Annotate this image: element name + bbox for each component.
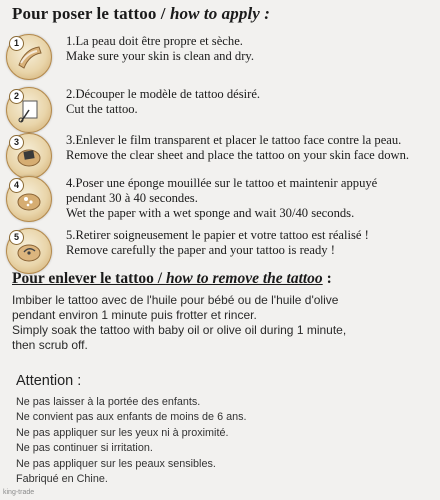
attention-item: Ne pas continuer si irritation. [16, 442, 153, 455]
remove-line: Simply soak the tattoo with baby oil or olive oil during 1 minute, [12, 323, 347, 337]
step-line-fr: 2.Découper le modèle de tattoo désiré. [66, 87, 261, 101]
remove-title [12, 270, 332, 288]
apply-title [12, 4, 270, 24]
wet-sponge-icon [6, 176, 52, 222]
apply-title-en: how to apply : [169, 4, 271, 23]
step-line-en: Wet the paper with a wet sponge and wait 30/40 seconds. [66, 206, 355, 220]
attention-item: Ne pas appliquer sur les peaux sensibles. [16, 457, 216, 470]
attention-item: Ne pas laisser à la portée des enfants. [16, 396, 201, 408]
attention-item: Fabriqué en Chine. [16, 473, 108, 486]
place-tattoo-icon [6, 133, 52, 179]
peel-paper-icon [6, 228, 52, 274]
step-number: 5 [9, 230, 24, 245]
remove-instructions [12, 293, 346, 353]
step-line-en: Cut the tattoo. [66, 102, 138, 116]
step-number: 1 [9, 36, 24, 51]
step-line-en: Remove carefully the paper and your tattoo is ready ! [66, 243, 335, 257]
step-4-text [66, 176, 377, 221]
remove-title-suffix: : [322, 270, 332, 287]
remove-line: Imbiber le tattoo avec de l'huile pour bébé ou de l'huile d'olive [12, 293, 339, 307]
remove-title-en: how to remove the tattoo [165, 270, 323, 287]
step-3-text [66, 133, 409, 163]
step-1-text [66, 34, 254, 64]
step-line-en: Remove the clear sheet and place the tattoo on your skin face down. [66, 148, 410, 162]
step-line-fr: 1.La peau doit être propre et sèche. [66, 34, 243, 48]
step-number: 3 [9, 135, 24, 150]
step-2-text [66, 87, 260, 117]
remove-line: pendant environ 1 minute puis frotter et rincer. [12, 308, 257, 322]
step-line-fr: pendant 30 à 40 secondes. [66, 191, 198, 205]
step-line-en: Make sure your skin is clean and dry. [66, 49, 255, 63]
attention-item: Ne pas appliquer sur les yeux ni à proximité. [16, 426, 229, 439]
remove-line: then scrub off. [12, 338, 88, 352]
step-number: 2 [9, 89, 24, 104]
step-line-fr: 5.Retirer soigneusement le papier et votre tattoo est réalisé ! [66, 228, 369, 242]
step-line-fr: 4.Poser une éponge mouillée sur le tattoo et maintenir appuyé [66, 176, 378, 190]
attention-item: Ne convient pas aux enfants de moins de 6 ans. [16, 411, 247, 424]
remove-title-fr: Pour enlever le tattoo / [12, 270, 166, 287]
step-number: 4 [9, 178, 24, 193]
attention-list [16, 395, 246, 487]
scissors-cut-icon [6, 87, 52, 133]
watermark: king-trade [3, 489, 35, 496]
step-line-fr: 3.Enlever le film transparent et placer le tattoo face contre la peau. [66, 133, 402, 147]
skin-clean-icon [6, 34, 52, 80]
attention-title: Attention : [16, 373, 82, 389]
step-5-text [66, 228, 369, 258]
apply-title-fr: Pour poser le tattoo / [12, 4, 170, 23]
